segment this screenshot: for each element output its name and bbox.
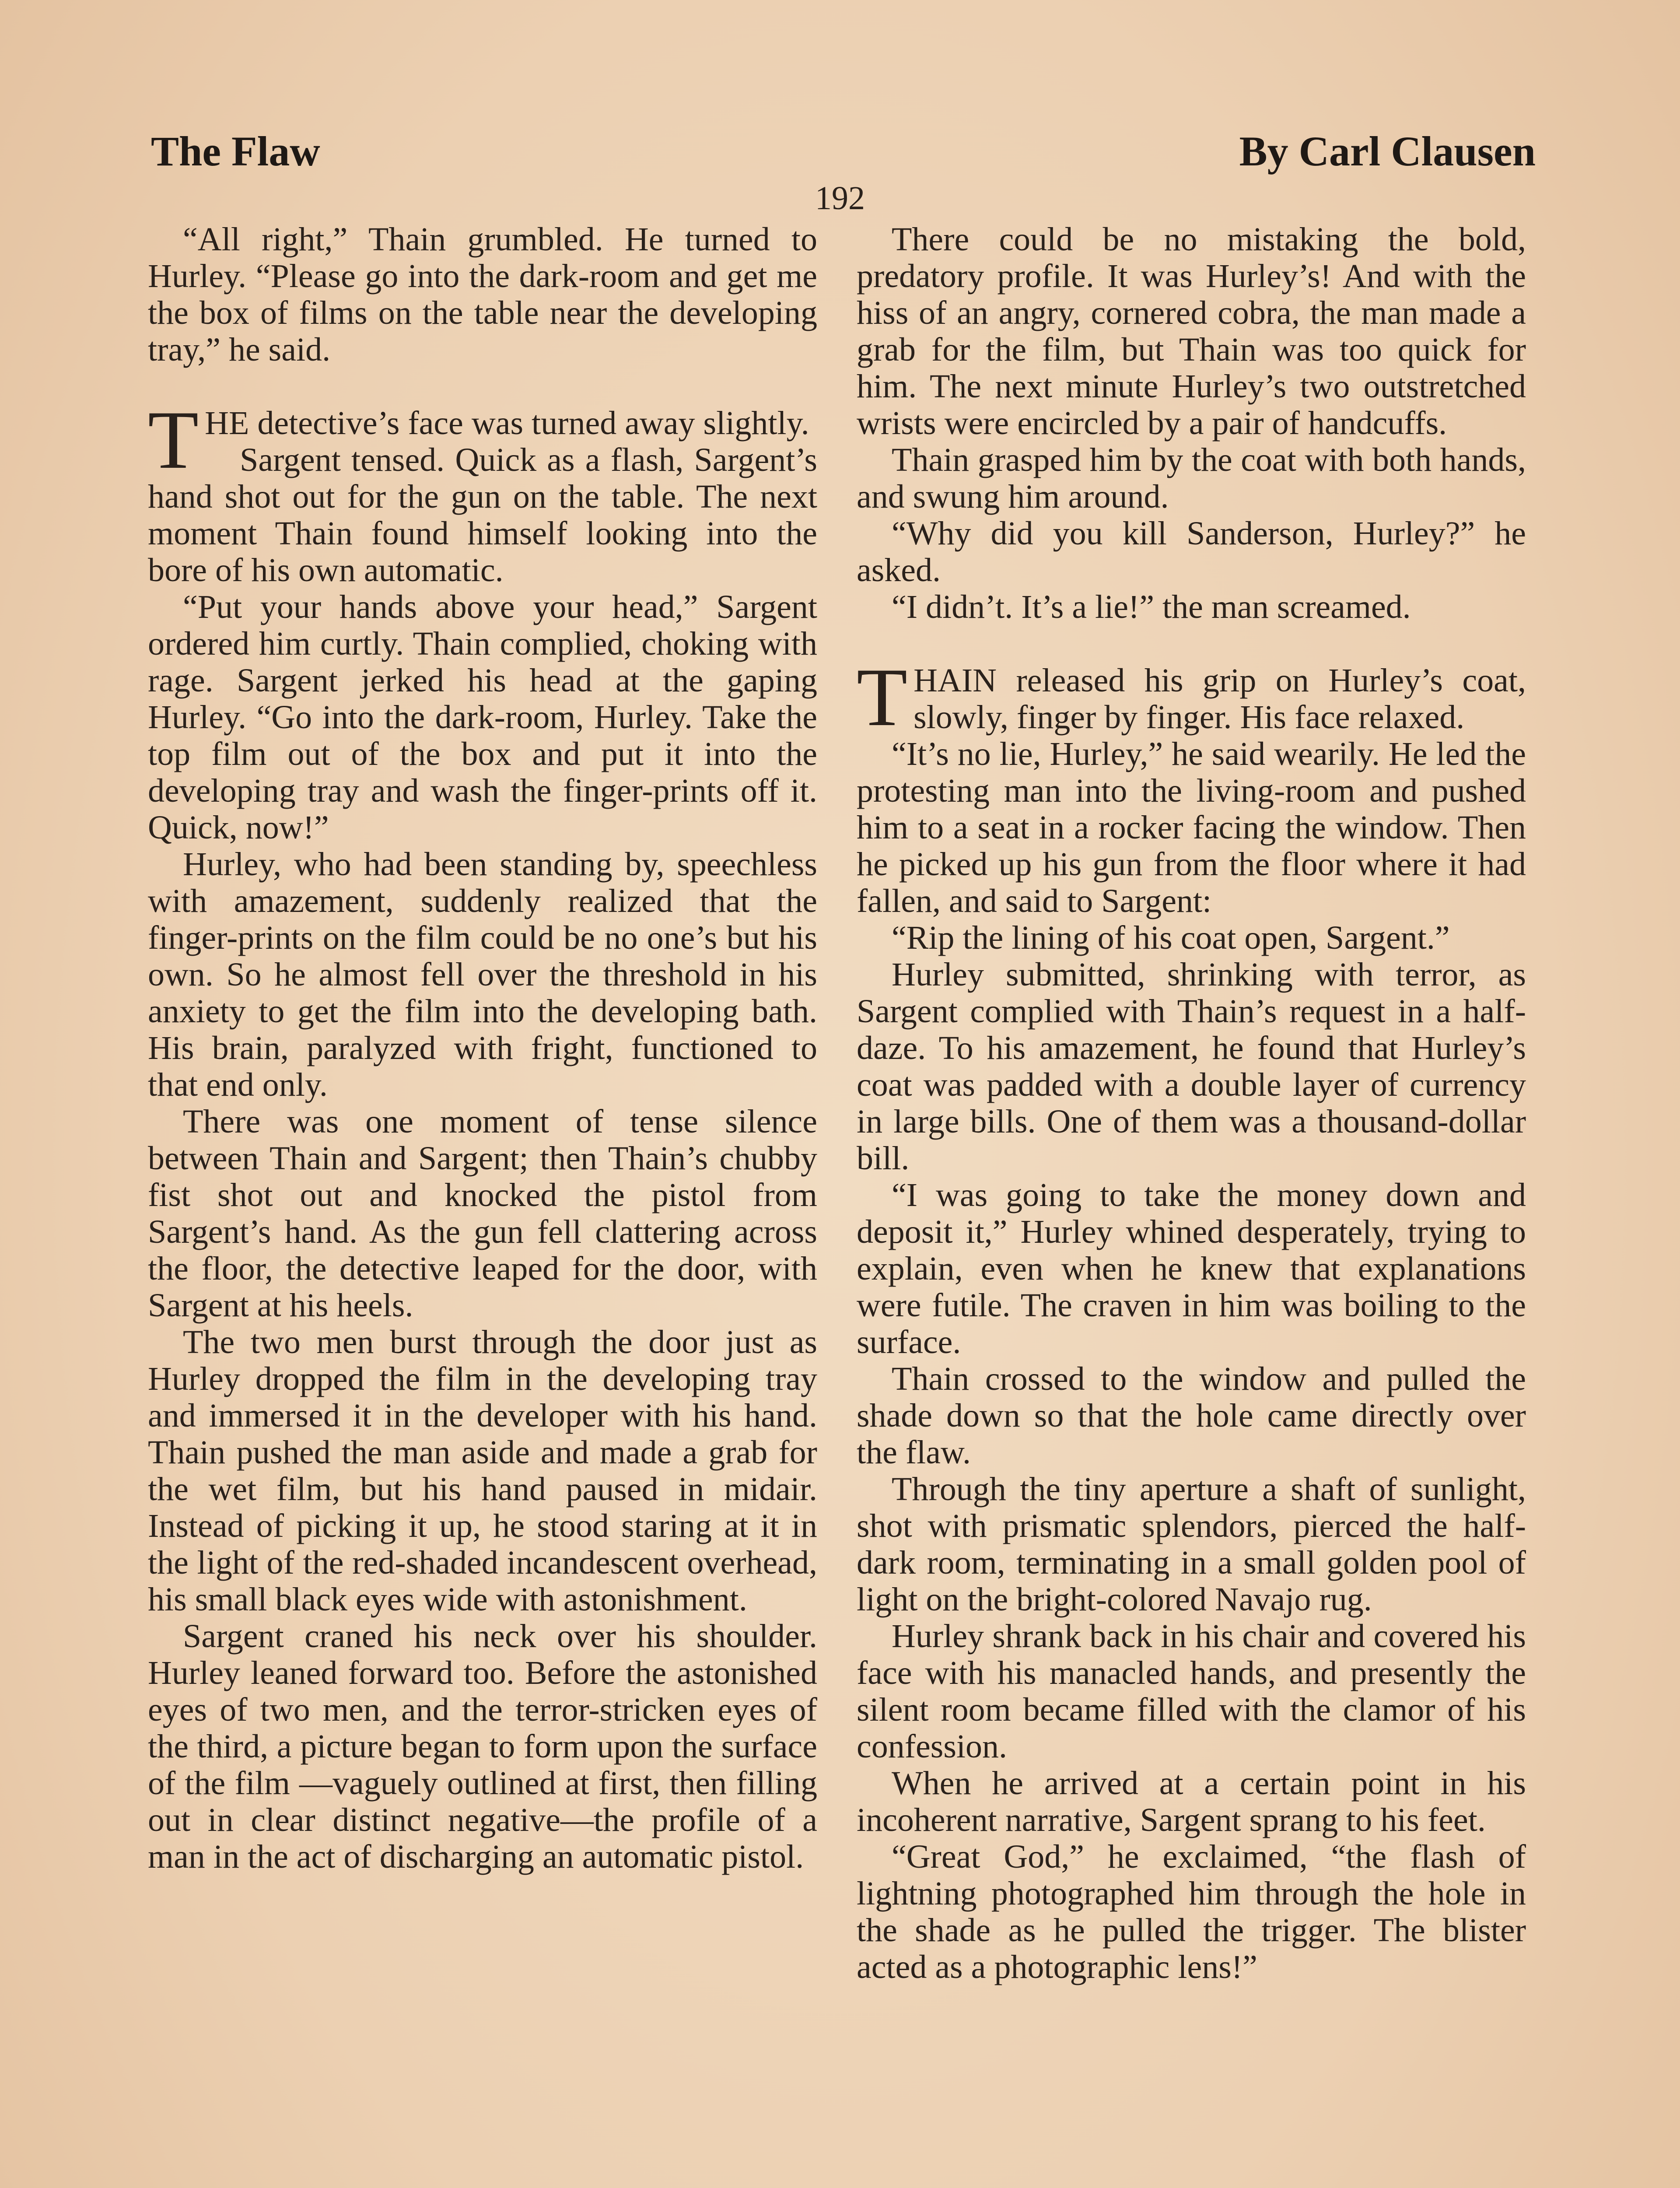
paragraph: Thain grasped him by the coat with both hands, and swung him around. — [857, 442, 1526, 515]
paragraph: “All right,” Thain grumbled. He turned to Hurley. “Please go into the dark-room and get me the box of films on the table near the developing tray,” he said. — [148, 221, 817, 368]
paragraph: Hurley submitted, shrinking with terror, as Sargent complied with Thain’s request in a half-daze. To his amazement, he found that Hurley’s coat was padded with a double layer of currency in large bills. One of them was a thousand-dollar bill. — [857, 956, 1526, 1177]
paragraph: “I didn’t. It’s a lie!” the man screamed. — [892, 589, 1411, 625]
left-column — [148, 221, 817, 1875]
paragraph: “I was going to take the money down and deposit it,” Hurley whined desperately, trying to explain, even when he knew that explanations were futile. The craven in him was boiling to the surface. — [857, 1177, 1526, 1360]
paragraph: Hurley shrank back in his chair and covered his face with his manacled hands, and presently the silent room became filled with the clamor of his confession. — [857, 1618, 1526, 1765]
paragraph: There could be no mistaking the bold, predatory profile. It was Hurley’s! And with the hiss of an angry, cornered cobra, the man made a grab for the film, but Thain was too quick for him. The next minute Hurley’s two outstretched wrists were encircled by a pair of handcuffs. — [857, 221, 1526, 442]
paragraph: “Great God,” he exclaimed, “the flash of lightning photographed him through the hole in the shade as he pulled the trigger. The blister acted as a photographic lens!” — [857, 1838, 1526, 1985]
paragraph-text: HAIN released his grip on Hurley’s coat, slowly, finger by finger. His face relaxed. — [914, 662, 1526, 736]
paragraph: Thain crossed to the window and pulled the shade down so that the hole came directly over the flaw. — [857, 1360, 1526, 1471]
page-number: 192 — [815, 180, 865, 217]
dropcap-paragraph — [148, 394, 817, 486]
right-column — [857, 221, 1526, 1985]
paragraph: “It’s no lie, Hurley,” he said wearily. He led the protesting man into the living-room and pushed him to a seat in a rocker facing the window. Then he picked up his gun from the floor where it had fallen, and said to Sargent: — [857, 736, 1526, 919]
paragraph: “Put your hands above your head,” Sargent ordered him curtly. Thain complied, choking with rage. Sargent jerked his head at the gaping Hurley. “Go into the dark-room, Hurley. Take the top film out of the box and put it into the developing tray and wash the finger-prints off it. Quick, now!” — [148, 589, 817, 846]
paragraph: The two men burst through the door just as Hurley dropped the film in the developing tray and immersed it in the developer with his hand. Thain pushed the man aside and made a grab for the wet film, but his hand paused in midair. Instead of picking it up, he stood staring at it in the light of the red-shaded incandescent overhead, his small black eyes wide with astonishment. — [148, 1324, 817, 1618]
paragraph: Sargent craned his neck over his shoulder. Hurley leaned forward too. Before the astonished eyes of two men, and the terror-stricken eyes of the third, a picture began to form upon the surface of the film —vaguely outlined at first, then filling out in clear distinct negative—the profile of a man in the act of discharging an automatic pistol. — [148, 1618, 817, 1875]
dropcap: T — [857, 652, 908, 743]
paragraph-text: HE detective’s face was turned away slightly. — [205, 405, 809, 442]
paragraph: Hurley, who had been standing by, speechless with amazement, suddenly realized that the finger-prints on the film could be no one’s but his own. So he almost fell over the threshold in his anxiety to get the film into the developing bath. His brain, paralyzed with fright, functioned to that end only. — [148, 846, 817, 1103]
paragraph: “Why did you kill Sanderson, Hurley?” he asked. — [857, 515, 1526, 589]
paragraph: When he arrived at a certain point in his incoherent narrative, Sargent sprang to his feet. — [857, 1765, 1526, 1838]
paragraph: “Rip the lining of his coat open, Sargent.” — [892, 919, 1450, 956]
paragraph: There was one moment of tense silence between Thain and Sargent; then Thain’s chubby fist shot out and knocked the pistol from Sargent’s hand. As the gun fell clattering across the floor, the detective leaped for the door, with Sargent at his heels. — [148, 1103, 817, 1324]
paragraph: Through the tiny aperture a shaft of sunlight, shot with prismatic splendors, pierced the half-dark room, terminating in a small golden pool of light on the bright-colored Navajo rug. — [857, 1471, 1526, 1618]
story-title: The Flaw — [151, 128, 320, 175]
dropcap-paragraph — [857, 652, 1526, 743]
paragraph: Sargent tensed. Quick as a flash, Sargent’s hand shot out for the gun on the table. The next moment Thain found himself looking into the bore of his own automatic. — [148, 442, 817, 589]
story-author: By Carl Clausen — [1239, 128, 1536, 175]
dropcap: T — [148, 394, 199, 486]
